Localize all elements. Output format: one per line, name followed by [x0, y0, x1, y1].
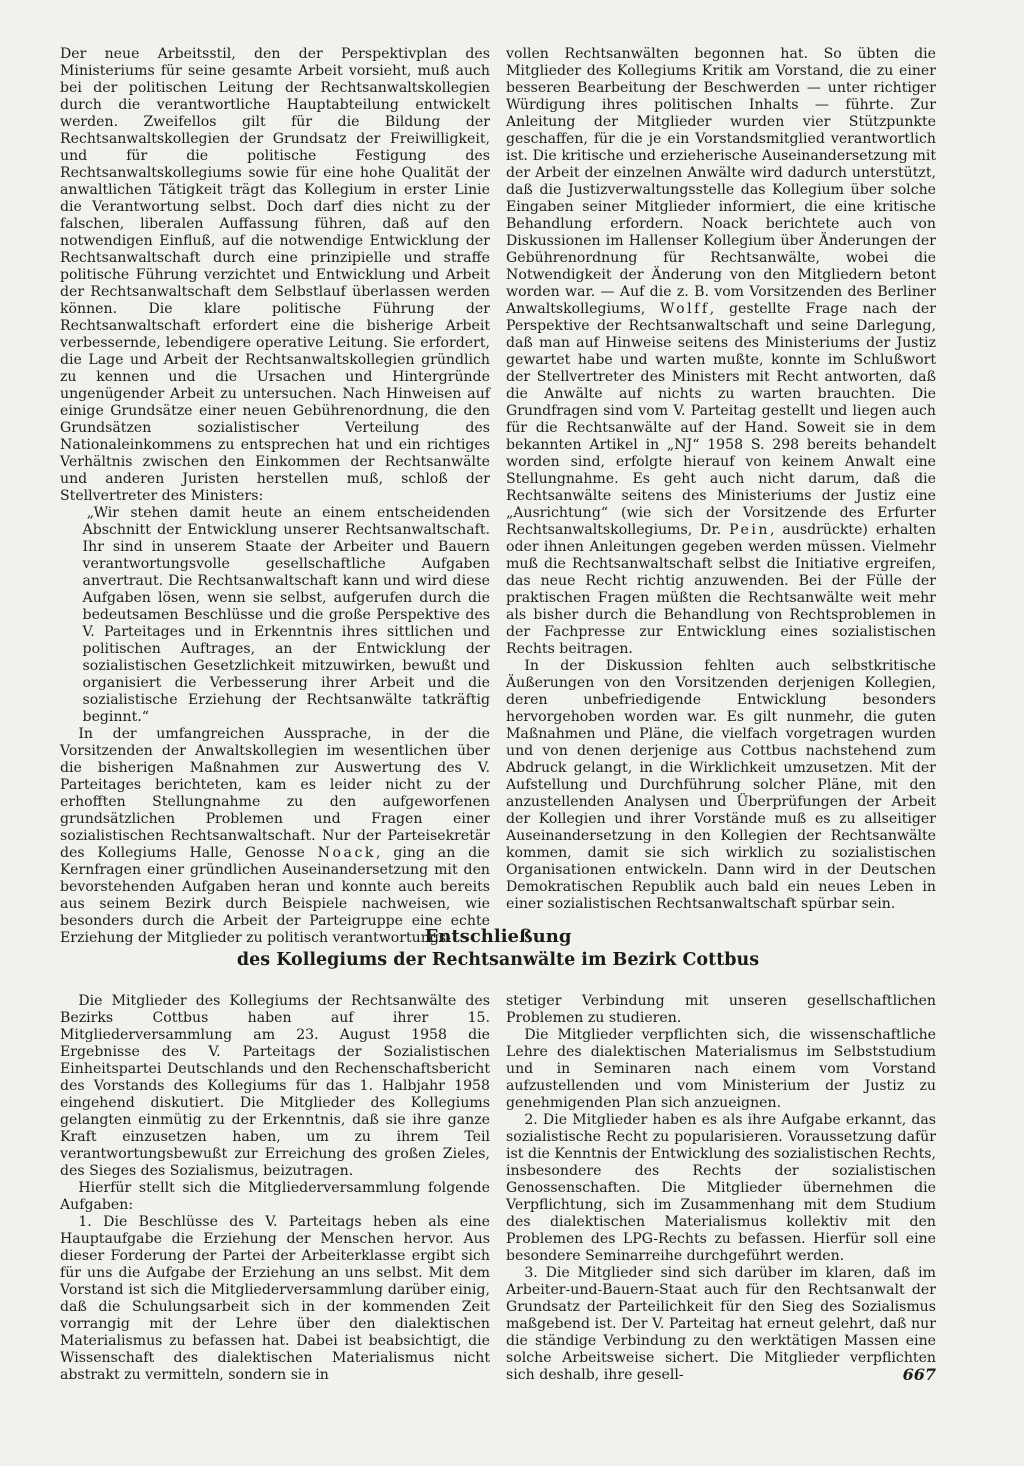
- article-column-1: [60, 46, 490, 947]
- numbered-paragraph: 3. Die Mitglieder sind sich darüber im klaren, daß im Arbeiter-und-Bauern-Staat auch für den Rechtsanwalt der Grundsatz der Parteilichkeit für den Sieg des Sozialismus maßgebend ist. Der V. Parteitag hat erneut gelehrt, daß nur die ständige Verbindung zu den werktätigen Massen eine solche Arbeitsweise sichert. Die Mitglieder verpflichten sich deshalb, ihre gesell-: [506, 1265, 936, 1383]
- spaced-name: Pein: [729, 522, 771, 538]
- text-run: , gestellte Frage nach der Perspektive der Rechtsanwaltschaft und seine Darlegung, daß man auf Hinweise seitens des Ministeriums der Justiz gewartet habe und warten mußte, konnte im Schlußwort der Stellvertreter des Ministers mit Recht antworten, daß die Anwälte auf nichts zu warten brauchten. Die Grundfragen sind vom V. Parteitag gestellt und liegen auch für die Rechtsanwälte auf der Hand. Soweit sie in dem bekannten Artikel in „NJ“ 1958 S. 298 bereits behandelt worden sind, erfolgte hierauf von keinem Anwalt eine Stellungnahme. Es geht auch nicht darum, daß die Rechtsanwälte seitens des Ministeriums der Justiz eine „Ausrichtung“ (wie sich der Vorsitzende des Erfurter Rechtsanwaltskollegiums, Dr.: [506, 301, 936, 538]
- paragraph: Die Mitglieder verpflichten sich, die wissenschaftliche Lehre des dialektischen Materialismus im Selbststudium und in Seminaren nach einem vom Vorstand aufzustellenden und vom Ministerium der Justiz zu genehmigenden Plan sich anzueignen.: [506, 1027, 936, 1111]
- section-title: Entschließung: [424, 926, 572, 947]
- text-run: , ausdrückte) erhalten oder ihnen Anleitungen gegeben werden müssen. Vielmehr muß die Rechtsanwaltschaft selbst die Initiative ergreifen, das neue Recht richtig anzuwenden. Bei der Fülle der praktischen Fragen müßten die Rechtsanwälte weit mehr als bisher durch die Behandlung von Rechtsproblemen in der Fachpresse zur Entwicklung eines sozialistischen Rechts beitragen.: [506, 522, 936, 657]
- resolution-column-2: [506, 993, 936, 1384]
- paragraph: [506, 46, 936, 658]
- quote-paragraph: „Wir stehen damit heute an einem entscheidenden Abschnitt der Entwicklung unserer Rechtsanwaltschaft. Ihr sind in unserem Staate der Arbeiter und Bauern verantwortungsvolle gesellschaftliche Aufgaben anvertraut. Die Rechtsanwaltschaft kann und wird diese Aufgaben lösen, wenn sie selbst, aufgerufen durch die bedeutsamen Beschlüsse und die große Perspektive des V. Parteitages und in Erkenntnis ihres sittlichen und politischen Auftrages, an der Entwicklung der sozialistischen Gesetzlichkeit mitzuwirken, bewußt und organisiert die Verbesserung ihrer Arbeit und die sozialistische Erziehung der Rechtsanwälte tatkräftig beginnt.“: [82, 505, 490, 725]
- text-run: vollen Rechtsanwälten begonnen hat. So übten die Mitglieder des Kollegiums Kritik am Vorstand, die zu einer besseren Bearbeitung der Beschwerden — unter richtiger Würdigung ihres politischen Inhalts — führte. Zur Anleitung der Mitglieder wurden vier Stützpunkte geschaffen, für die je ein Vorstandsmitglied verantwortlich ist. Die kritische und erzieherische Auseinandersetzung mit der Arbeit der einzelnen Anwälte wird dadurch unterstützt, daß die Justizverwaltungsstelle das Kollegium über solche Eingaben seiner Mitglieder informiert, die eine kritische Behandlung erfordern. Noack berichtete auch von Diskussionen im Hallenser Kollegium über Änderungen der Gebührenordnung für Rechtsanwälte, wobei die Notwendigkeit der Änderung von den Mitgliedern betont worden war. — Auf die z. B. vom Vorsitzenden des Berliner Anwaltskollegiums,: [506, 46, 936, 317]
- text-run: In der umfangreichen Aussprache, in der die Vorsitzenden der Anwaltskollegien im wesentlichen über die bisherigen Maßnahmen zur Auswertung des V. Parteitages berichteten, kam es leider nicht zu der erhofften Stellungnahme zu den aufgeworfenen grundsätzlichen Problemen und Fragen einer sozialistischen Rechtsanwaltschaft. Nur der Parteisekretär des Kollegiums Halle, Genosse: [60, 726, 490, 861]
- numbered-paragraph: 1. Die Beschlüsse des V. Parteitags heben als eine Hauptaufgabe die Erziehung der Menschen hervor. Aus dieser Forderung der Partei der Arbeiterklasse ergibt sich für uns die Aufgabe der Erziehung an uns selbst. Mit dem Vorstand ist sich die Mitgliederversammlung darüber einig, daß die Schulungsarbeit sich in der kommenden Zeit vorrangig mit der Lehre über den dialektischen Materialismus zu befassen hat. Dabei ist beabsichtigt, die Wissenschaft des dialektischen Materialismus nicht abstrakt zu vermitteln, sondern sie in: [60, 1214, 490, 1383]
- paragraph: [60, 726, 490, 947]
- text-run: , ging an die Kernfragen einer gründlichen Auseinandersetzung mit den bevorstehenden Aufgaben heran und konnte auch bereits aus seinem Bezirk durch Beispiele nachweisen, wie besonders durch die Arbeit der Parteigruppe eine echte Erziehung der Mitglieder zu politisch verantwortungs-: [60, 845, 490, 946]
- paragraph: Hierfür stellt sich die Mitgliederversammlung folgende Aufgaben:: [60, 1180, 490, 1213]
- numbered-paragraph: 2. Die Mitglieder haben es als ihre Aufgabe erkannt, das sozialistische Recht zu popularisieren. Voraussetzung dafür ist die Kenntnis der Entwicklung des sozialistischen Rechts, insbesondere des Rechts der sozialistischen Genossenschaften. Die Mitglieder übernehmen die Verpflichtung, sich im Zusammenhang mit dem Studium des dialektischen Materialismus kollektiv mit den Problemen des LPG-Rechts zu befassen. Hierfür soll eine besondere Seminarreihe durchgeführt werden.: [506, 1112, 936, 1264]
- article-column-2: [506, 46, 936, 913]
- resolution-column-1: [60, 993, 490, 1384]
- paragraph: Der neue Arbeitsstil, den der Perspektivplan des Ministeriums für seine gesamte Arbeit vorsieht, muß auch bei der politischen Leitung der Rechtsanwaltskollegien durch die verantwortliche Hauptabteilung entwickelt werden. Zweifellos gilt für die Bildung der Rechtsanwaltskollegien der Grundsatz der Freiwilligkeit, und für die politische Festigung des Rechtsanwaltskollegiums sowie für eine hohe Qualität der anwaltlichen Tätigkeit trägt das Kollegium in erster Linie die Verantwortung selbst. Doch darf dies nicht zu der falschen, liberalen Auffassung führen, daß auf den notwendigen Einfluß, auf die notwendige Entwicklung der Rechtsanwaltschaft durch eine prinzipielle und straffe politische Führung verzichtet und Entwicklung und Arbeit der Rechtsanwaltschaft dem Selbstlauf überlassen werden können. Die klare politische Führung der Rechtsanwaltschaft erfordert eine die bisherige Arbeit verbessernde, lebendigere operative Leitung. Sie erfordert, die Lage und Arbeit der Rechtsanwaltskollegien gründlich zu kennen und die Ursachen und Hintergründe ungenügender Arbeit zu untersuchen. Nach Hinweisen auf einige Grundsätze einer neuen Gebührenordnung, die den Grundsätzen sozialistischer Verteilung des Nationaleinkommens zu entsprechen hat und ein richtiges Verhältnis zwischen den Einkommen der Rechtsanwälte und anderen Juristen herstellen muß, schloß der Stellvertreter des Ministers:: [60, 46, 490, 504]
- spaced-name: Wolff: [660, 301, 710, 317]
- section-subtitle: des Kollegiums der Rechtsanwälte im Bezirk Cottbus: [236, 950, 760, 970]
- page-number: 667: [902, 1365, 936, 1384]
- spaced-name: Noack: [317, 845, 376, 861]
- paragraph: Die Mitglieder des Kollegiums der Rechtsanwälte des Bezirks Cottbus haben auf ihrer 15. Mitgliederversammlung am 23. August 1958 die Ergebnisse des V. Parteitags der Sozialistischen Einheitspartei Deutschlands und den Rechenschaftsbericht des Vorstands des Kollegiums für das 1. Halbjahr 1958 eingehend diskutiert. Die Mitglieder des Kollegiums gelangten einmütig zu der Erkenntnis, daß sie ihre ganze Kraft einzusetzen haben, um zu ihrem Teil verantwortungsbewußt zur Erreichung des großen Zieles, des Sieges des Sozialismus, beizutragen.: [60, 993, 490, 1179]
- paragraph: In der Diskussion fehlten auch selbstkritische Äußerungen von den Vorsitzenden derjenigen Kollegien, deren unbefriedigende Entwicklung besonders hervorgehoben worden war. Es gilt nunmehr, die guten Maßnahmen und Pläne, die vielfach vorgetragen wurden und von denen derjenige aus Cottbus nachstehend zum Abdruck gelangt, in die Wirklichkeit umzusetzen. Mit der Aufstellung und Durchführung solcher Pläne, mit den anzustellenden Analysen und Überprüfungen der Arbeit der Kollegien und ihrer Vorstände muß es zu allseitiger Auseinandersetzung in den Kollegien der Rechtsanwälte kommen, damit sie sich wirklich zu sozialistischen Organisationen entwickeln. Dann wird in der Deutschen Demokratischen Republik auch bald ein neues Leben in einer sozialistischen Rechtsanwaltschaft spürbar sein.: [506, 658, 936, 912]
- paragraph: stetiger Verbindung mit unseren gesellschaftlichen Problemen zu studieren.: [506, 993, 936, 1026]
